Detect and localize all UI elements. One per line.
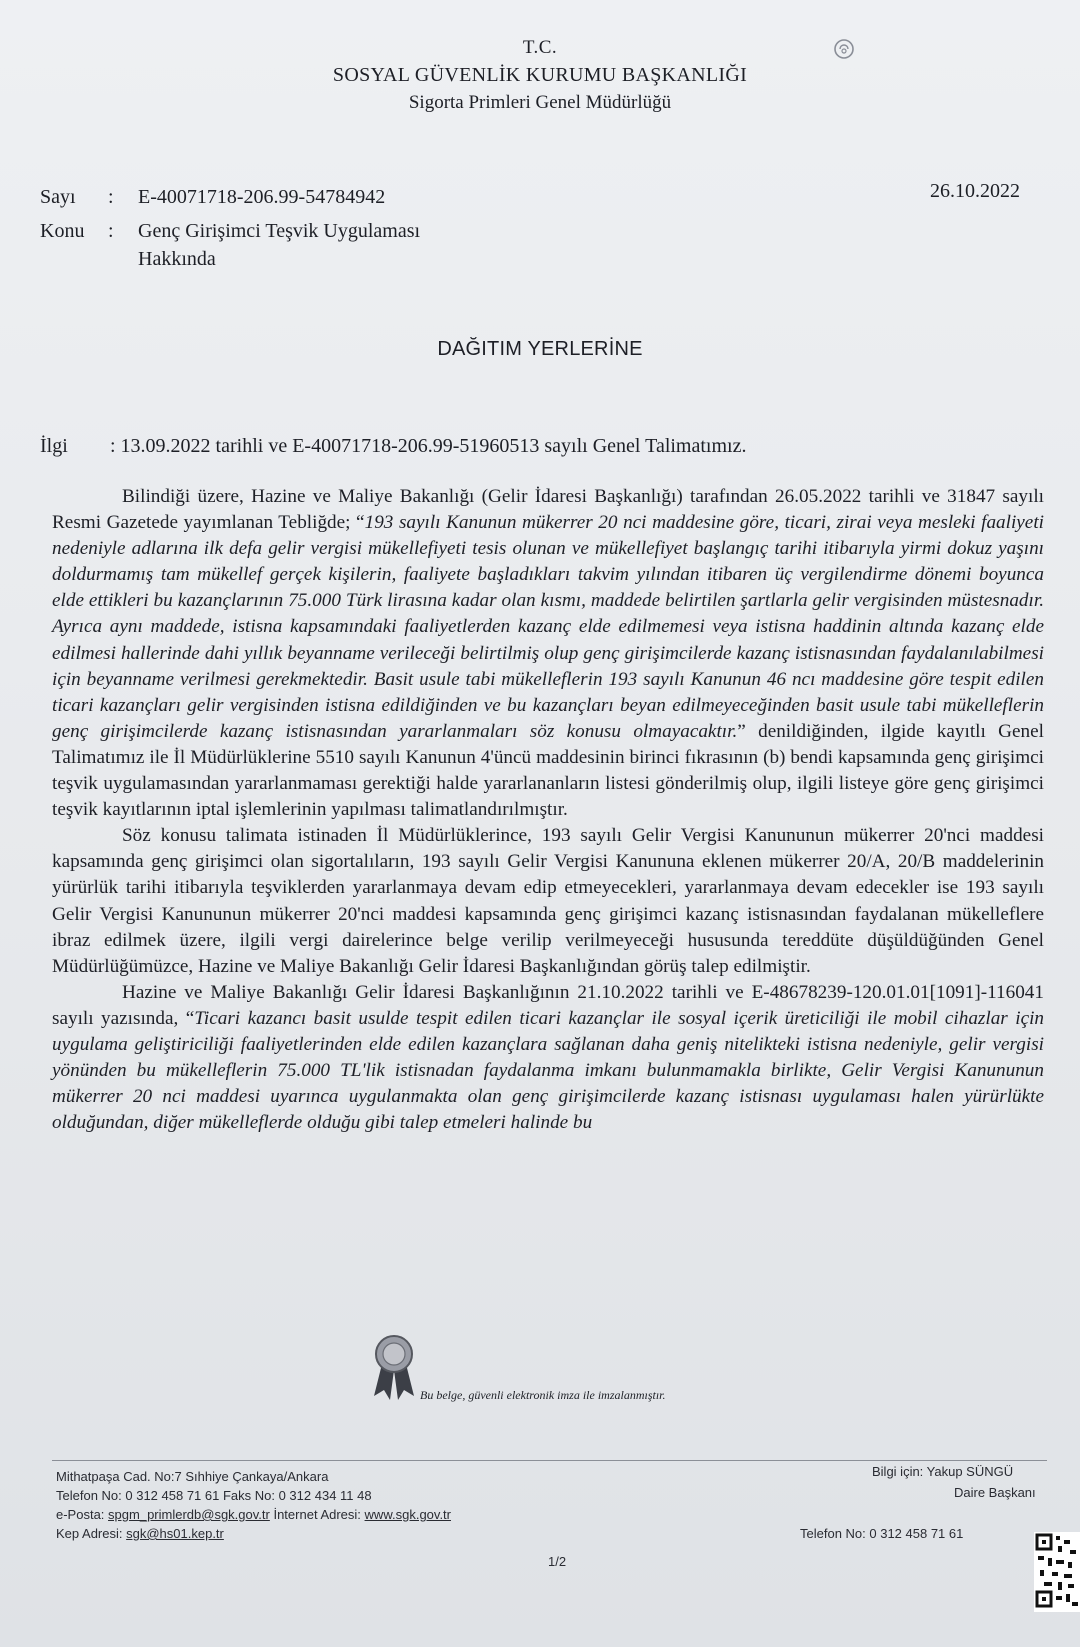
header-tc: T.C.: [522, 37, 558, 58]
info-title: Daire Başkanı: [954, 1485, 1036, 1500]
email-label: e-Posta:: [56, 1507, 105, 1522]
paragraph-1-outro: ” denildiğinden, ilgide kayıtlı Genel Talimatımız ile İl Müdürlüklerine 5510 sayılı Kanunun 4'üncü maddesinin birinci fıkrasının (b) bendi kapsamında genç girişimci teşvik uygulamasından yararlanmaması gerektiği halde yararlananların listesi gönderilmiş olup, ilgili listeye göre genç girişimci teşvik kayıtlarının iptal işlemlerinin yapılması talimatlandırılmıştır.: [52, 720, 1044, 821]
kep-link[interactable]: sgk@hs01.kep.tr: [126, 1526, 224, 1541]
konu-line-1: Genç Girişimci Teşvik Uygulaması: [138, 220, 421, 242]
kep-label: Kep Adresi:: [56, 1526, 123, 1541]
paragraph-3-quote: Ticari kazancı basit usulde tespit edilen ticari kazançlar ile sosyal içerik üreticiliği ile mobil cihazlar için uygulama geliştiriciliği faaliyetlerinden elde edilen kazançlara sağlanan daha geniş nitelikteki istisna nedeniyle, gelir vergisi yönünden bu mükelleflerin 75.000 TL'lik istisnadan faydalanma imkanı bulunmamakla birlikte, Gelir Vergisi Kanununun mükerrer 20 nci maddesi uyarınca uygulanmakta olan genç girişimcilerde kazanç istisnası uygulaması halen yürürlükte olduğundan, diğer mükelleflerde olduğu gibi talep etmeleri halinde bu: [52, 1007, 1045, 1134]
ilgi-text: : 13.09.2022 tarihli ve E-40071718-206.99-51960513 sayılı Genel Talimatımız.: [110, 435, 747, 457]
konu-colon: :: [108, 220, 114, 242]
paragraph-1: [52, 484, 1044, 823]
info-phone: Telefon No: 0 312 458 71 61: [800, 1526, 964, 1541]
recipient-heading: DAĞITIM YERLERİNE: [437, 338, 643, 360]
paragraph-2: Söz konusu talimata istinaden İl Müdürlüklerince, 193 sayılı Gelir Vergisi Kanununun mükerrer 20'nci maddesi kapsamında genç girişimci olan sigortalıların, 193 sayılı Gelir Vergisi Kanununa eklenen mükerrer 20/A, 20/B maddelerinin yürürlük tarihi itibarıyla teşviklerden yararlanmaya devam edip etmeyecekleri, yararlanmaya devam edecekler ise 193 sayılı Gelir Vergisi Kanununun mükerrer 20'nci maddesi kapsamında genç girişimci kazanç istisnasından faydalanan mükelleflere ibraz edilmek üzere, ilgili vergi dairelerince belge verilip verilmeyeceği hususunda tereddüte düşüldüğünden Genel Müdürlüğümüzce, Hazine ve Maliye Bakanlığı Gelir İdaresi Başkanlığından görüş talep edilmiştir.: [52, 825, 1044, 977]
paragraph-1-quote: 193 sayılı Kanunun mükerrer 20 nci maddesine göre, ticari, zirai veya mesleki faaliyeti nedeniyle adlarına ilk defa gelir vergisi mükellefiyeti tesis olunan ve mükellefiyet başlangıç tarihi itibarıyla yirmi dokuz yaşını doldurmamış tam mükellef gerçek kişilerin, faaliyete başladıkları takvim yılından itibaren üç vergilendirme dönemi boyunca elde ettikleri bu kazançlarının 75.000 Türk lirasına kadar olan kısmı, maddede belirtilen şartlarla gelir vergisinden müstesnadır. Ayrıca aynı maddede, istisna kapsamındaki faaliyetlerden kazanç elde edilmemesi veya istisna haddinin altında kazanç elde edilmesi hallerinde dahi yıllık beyanname verileceği belirtilmiş olup genç girişimcilerde kazanç istisnasından faydalanılabilmesi için beyanname verilmesi gerekmektedir. Basit usule tabi mükelleflerin 193 sayılı Kanunun 46 ncı maddesine göre tespit edilen ticari kazançları gelir vergisinden istisna edildiğinden ve bu kazançları beyan edilmeyeceğinden basit usule tabi mükelleflerin genç girişimcilerde kazanç istisnasından yararlanmaları söz konusu olmayacaktır.: [52, 512, 1044, 742]
document-date: 26.10.2022: [930, 180, 1020, 202]
signature-note: Bu belge, güvenli elektronik imza ile imzalanmıştır.: [420, 1388, 666, 1402]
sayi-label: Sayı: [40, 186, 76, 208]
footer-kep-row: [56, 1525, 224, 1543]
e-signature-seal-icon: [368, 1330, 420, 1402]
paragraph-3-intro: Hazine ve Maliye Bakanlığı Gelir İdaresi Başkanlığının 21.10.2022 tarihli ve E-48678239-120.01.01[1091]-116041 sayılı yazısında, “: [52, 981, 1044, 1029]
institution-name: SOSYAL GÜVENLİK KURUMU BAŞKANLIĞI: [332, 64, 748, 86]
department-name: Sigorta Primleri Genel Müdürlüğü: [408, 92, 672, 113]
email-link[interactable]: spgm_primlerdb@sgk.gov.tr: [108, 1507, 270, 1522]
paragraph-3: [52, 980, 1044, 1137]
ilgi-label: İlgi: [40, 435, 68, 457]
footer-divider: [52, 1460, 1047, 1461]
web-link[interactable]: www.sgk.gov.tr: [364, 1507, 451, 1522]
qr-code-icon: [1034, 1532, 1080, 1612]
sayi-value: E-40071718-206.99-54784942: [138, 186, 386, 208]
sayi-colon: :: [108, 186, 114, 208]
web-label: İnternet Adresi:: [273, 1507, 361, 1522]
sgk-logo-icon: [831, 36, 857, 62]
info-contact: Bilgi için: Yakup SÜNGÜ: [872, 1464, 1014, 1479]
konu-line-2: Hakkında: [138, 248, 216, 270]
page-number: 1/2: [548, 1554, 567, 1569]
footer-address: Mithatpaşa Cad. No:7 Sıhhiye Çankaya/Ankara: [56, 1469, 329, 1484]
letter-body: [52, 484, 1044, 1136]
footer-phone-fax: Telefon No: 0 312 458 71 61 Faks No: 0 312 434 11 48: [56, 1488, 372, 1503]
paragraph-1-intro: Bilindiği üzere, Hazine ve Maliye Bakanlığı (Gelir İdaresi Başkanlığı) tarafından 26.05.2022 tarihli ve 31847 sayılı Resmi Gazetede yayımlanan Tebliğde; “: [52, 486, 1044, 534]
konu-label: Konu: [40, 220, 85, 242]
footer-email-row: [56, 1506, 451, 1524]
